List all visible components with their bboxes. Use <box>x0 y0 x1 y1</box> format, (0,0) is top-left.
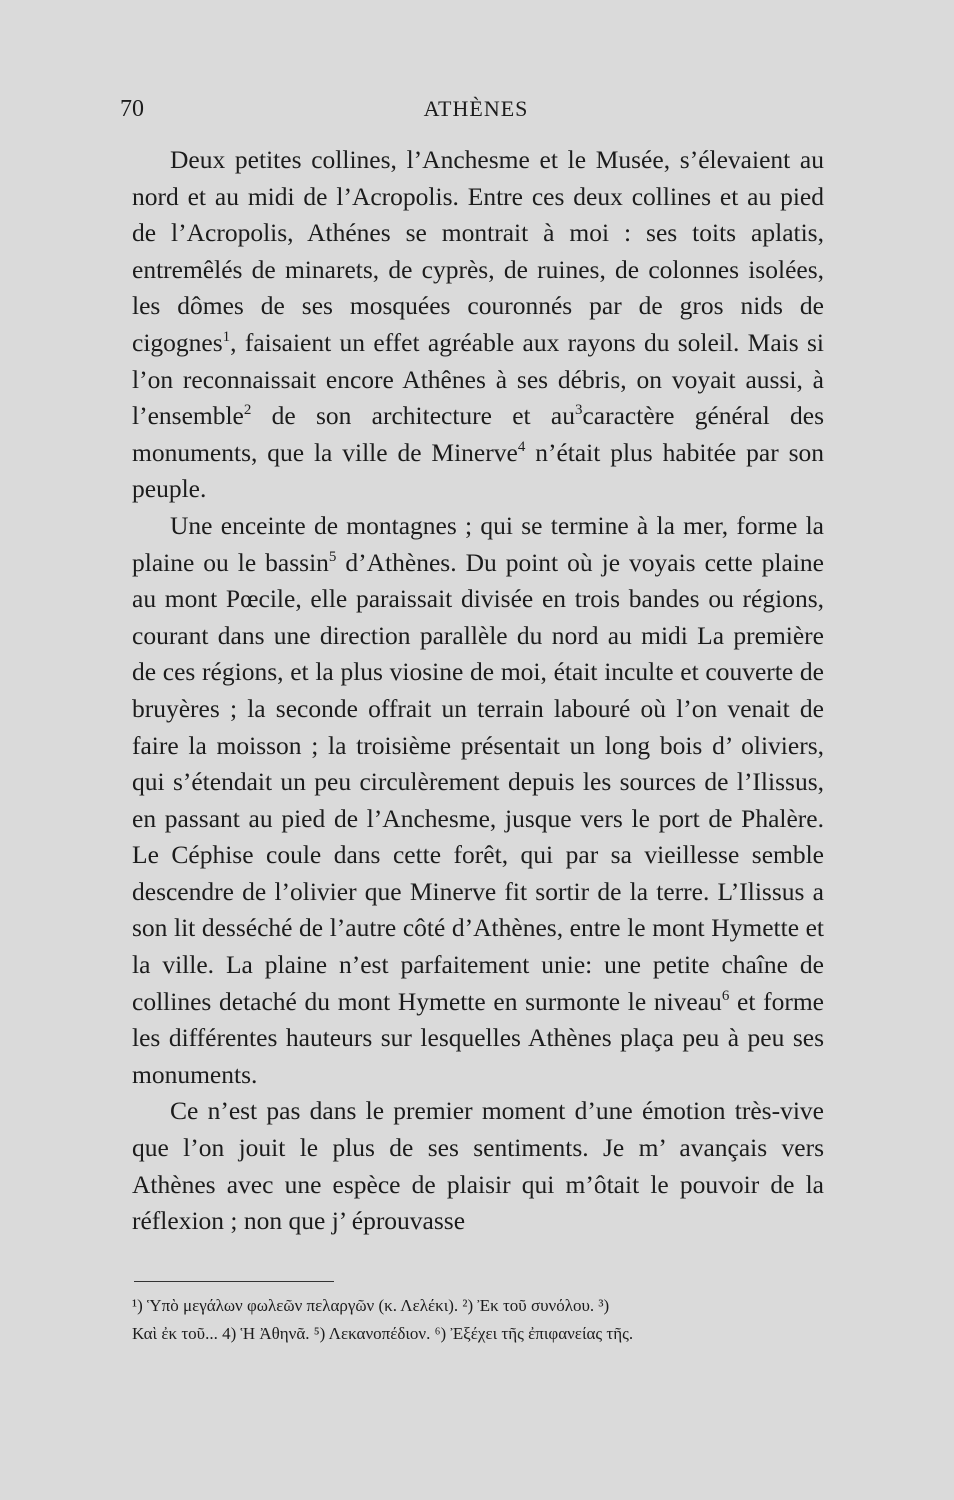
footnote-ref-1: 1 <box>222 328 231 345</box>
footnotes <box>132 1292 832 1348</box>
footnote-line-2: Καὶ ἐκ τοῦ... 4) Ἡ Ἀθηνᾶ. ⁵) Λεκανοπέδιον. ⁶) Ἐξέχει τῆς ἐπιφανείας τῆς. <box>132 1324 634 1343</box>
page-header <box>120 96 832 130</box>
text-segment: d’Athènes. Du point où je voyais cette plaine au mont Pœcile, elle paraissait divisée en trois bandes ou régions, courant dans une direction parallèle du nord au midi La première de ces régions, et la plus viosine de moi, était inculte et couverte de bruyères ; la seconde offrait un terrain labouré où l’on venait de faire la moisson ; la troisième présentait un long bois d’ oliviers, qui s’étendait un peu circulèrement depuis les sources de l’Ilissus, en passant au pied de l’Anchesme, jusque vers le port de Phalère. Le Céphise coule dans cette forêt, qui par sa vieillesse semble descendre de l’olivier que Minerve fit sortir de la terre. L’Ilissus a son lit desséché de l’autre côté d’Athènes, entre le mont Hymette et la ville. La plaine n’est parfaitement unie: une petite chaîne de collines detaché du mont Hymette en surmonte le niveau <box>132 547 824 1016</box>
paragraph-2 <box>132 508 824 1094</box>
page-number: 70 <box>120 96 144 122</box>
text-segment: n’était plus habitée par son peuple. <box>132 437 824 504</box>
footnote-ref-4: 4 <box>517 438 526 455</box>
text-segment: de son architecture et au <box>251 401 575 431</box>
body-text <box>132 142 824 1240</box>
footnote-divider <box>134 1281 334 1282</box>
text-segment: et forme les différentes hauteurs sur lesquelles Athènes plaça peu à peu ses monuments. <box>132 986 824 1089</box>
footnote-line-1: ¹) Ὑπὸ μεγάλων φωλεῶν πελαργῶν (κ. Λελέκι). ²) Ἐκ τοῦ συνόλου. ³) <box>132 1296 610 1315</box>
footnote-ref-3: 3 <box>574 402 583 419</box>
footnote-ref-2: 2 <box>243 402 252 419</box>
running-title: ATHÈNES <box>423 96 529 121</box>
text-segment: Une enceinte de montagnes ; qui se termine à la mer, forme la plaine ou le bassin <box>132 510 824 577</box>
footnote-ref-6: 6 <box>721 987 730 1004</box>
text-segment: , faisaient un effet agréable aux rayons du soleil. Mais si l’on reconnaissait encore Athênes à ses débris, on voyait aussi, à l’ensemble <box>132 327 824 431</box>
footnote-ref-5: 5 <box>328 548 337 565</box>
text-segment: caractère général des monuments, que la ville de Minerve <box>132 401 825 467</box>
text-segment: Ce n’est pas dans le premier moment d’une émotion très-vive que l’on jouit le plus de ses sentiments. Je m’ avançais vers Athènes avec une espèce de plaisir qui m’ôtait le pouvoir de la réflexion ; non que j’ éprouvasse <box>132 1096 824 1236</box>
paragraph-1 <box>132 142 824 508</box>
text-segment: Deux petites collines, l’Anchesme et le Musée, s’élevaient au nord et au midi de l’Acropolis. Entre ces deux collines et au pied de l’Acropolis, Athénes se montrait à moi : ses toits aplatis, entremêlés de minarets, de cyprès, de ruines, de colonnes isolées, les dômes de ses mosquées couronnés par de gros nids de cigognes <box>132 145 824 357</box>
paragraph-3 <box>132 1093 824 1239</box>
